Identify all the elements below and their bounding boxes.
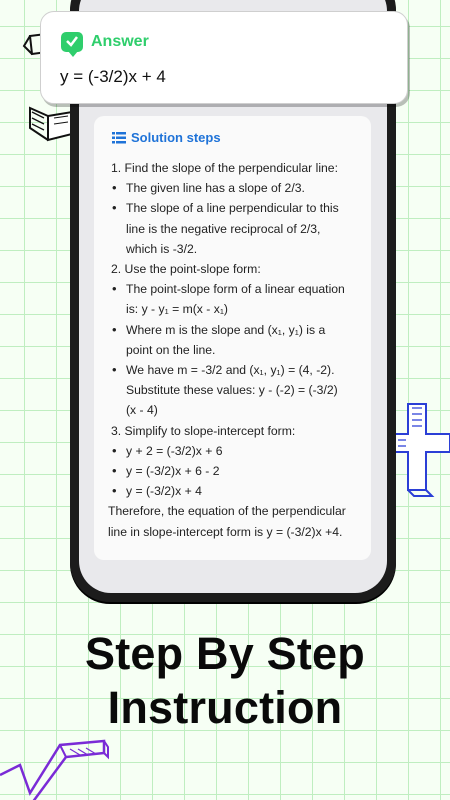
step-text: Substitute these values: y - (-2) = (-3/2) — [126, 383, 338, 398]
solution-steps-header — [112, 130, 221, 145]
step-heading: 2. Use the point-slope form: — [111, 262, 261, 277]
solution-steps-title: Solution steps — [131, 130, 221, 145]
headline-line-2: Instruction — [107, 682, 343, 733]
answer-equation: y = (-3/2)x + 4 — [60, 67, 166, 86]
solution-steps-body — [108, 158, 366, 542]
chat-check-icon — [61, 32, 83, 52]
step-bullet: • The point-slope form of a linear equation — [108, 279, 366, 299]
step-bullet: • The given line has a slope of 2/3. — [108, 178, 366, 198]
step-text: is: y - y₁ = m(x - x₁) — [126, 302, 228, 317]
step-text: which is -3/2. — [126, 241, 198, 256]
step-bullet: • y + 2 = (-3/2)x + 6 — [108, 441, 366, 461]
step-bullet: • Where m is the slope and (x₁, y₁) is a — [108, 320, 366, 340]
step-heading: 1. Find the slope of the perpendicular line: — [111, 161, 338, 175]
plus-doodle-right — [390, 400, 450, 500]
step-text: Therefore, the equation of the perpendicular — [108, 504, 346, 519]
list-icon — [112, 131, 126, 145]
step-bullet: • The slope of a line perpendicular to this — [108, 198, 366, 218]
step-text: line in slope-intercept form is y = (-3/2)x +4. — [108, 524, 343, 539]
step-bullet: • We have m = -3/2 and (x₁, y₁) = (4, -2). — [108, 360, 366, 380]
answer-card — [40, 11, 408, 104]
step-text: line is the negative reciprocal of 2/3, — [126, 221, 321, 236]
step-bullet: • y = (-3/2)x + 4 — [108, 481, 366, 501]
step-heading: 3. Simplify to slope-intercept form: — [111, 423, 296, 438]
root-doodle-bottom — [0, 735, 110, 800]
step-text: point on the line. — [126, 342, 216, 357]
solution-steps-card — [94, 116, 371, 560]
answer-header — [61, 32, 149, 52]
step-text: (x - 4) — [126, 403, 158, 418]
step-bullet: • y = (-3/2)x + 6 - 2 — [108, 461, 366, 481]
answer-label: Answer — [91, 33, 149, 50]
headline-line-1: Step By Step — [85, 628, 365, 679]
